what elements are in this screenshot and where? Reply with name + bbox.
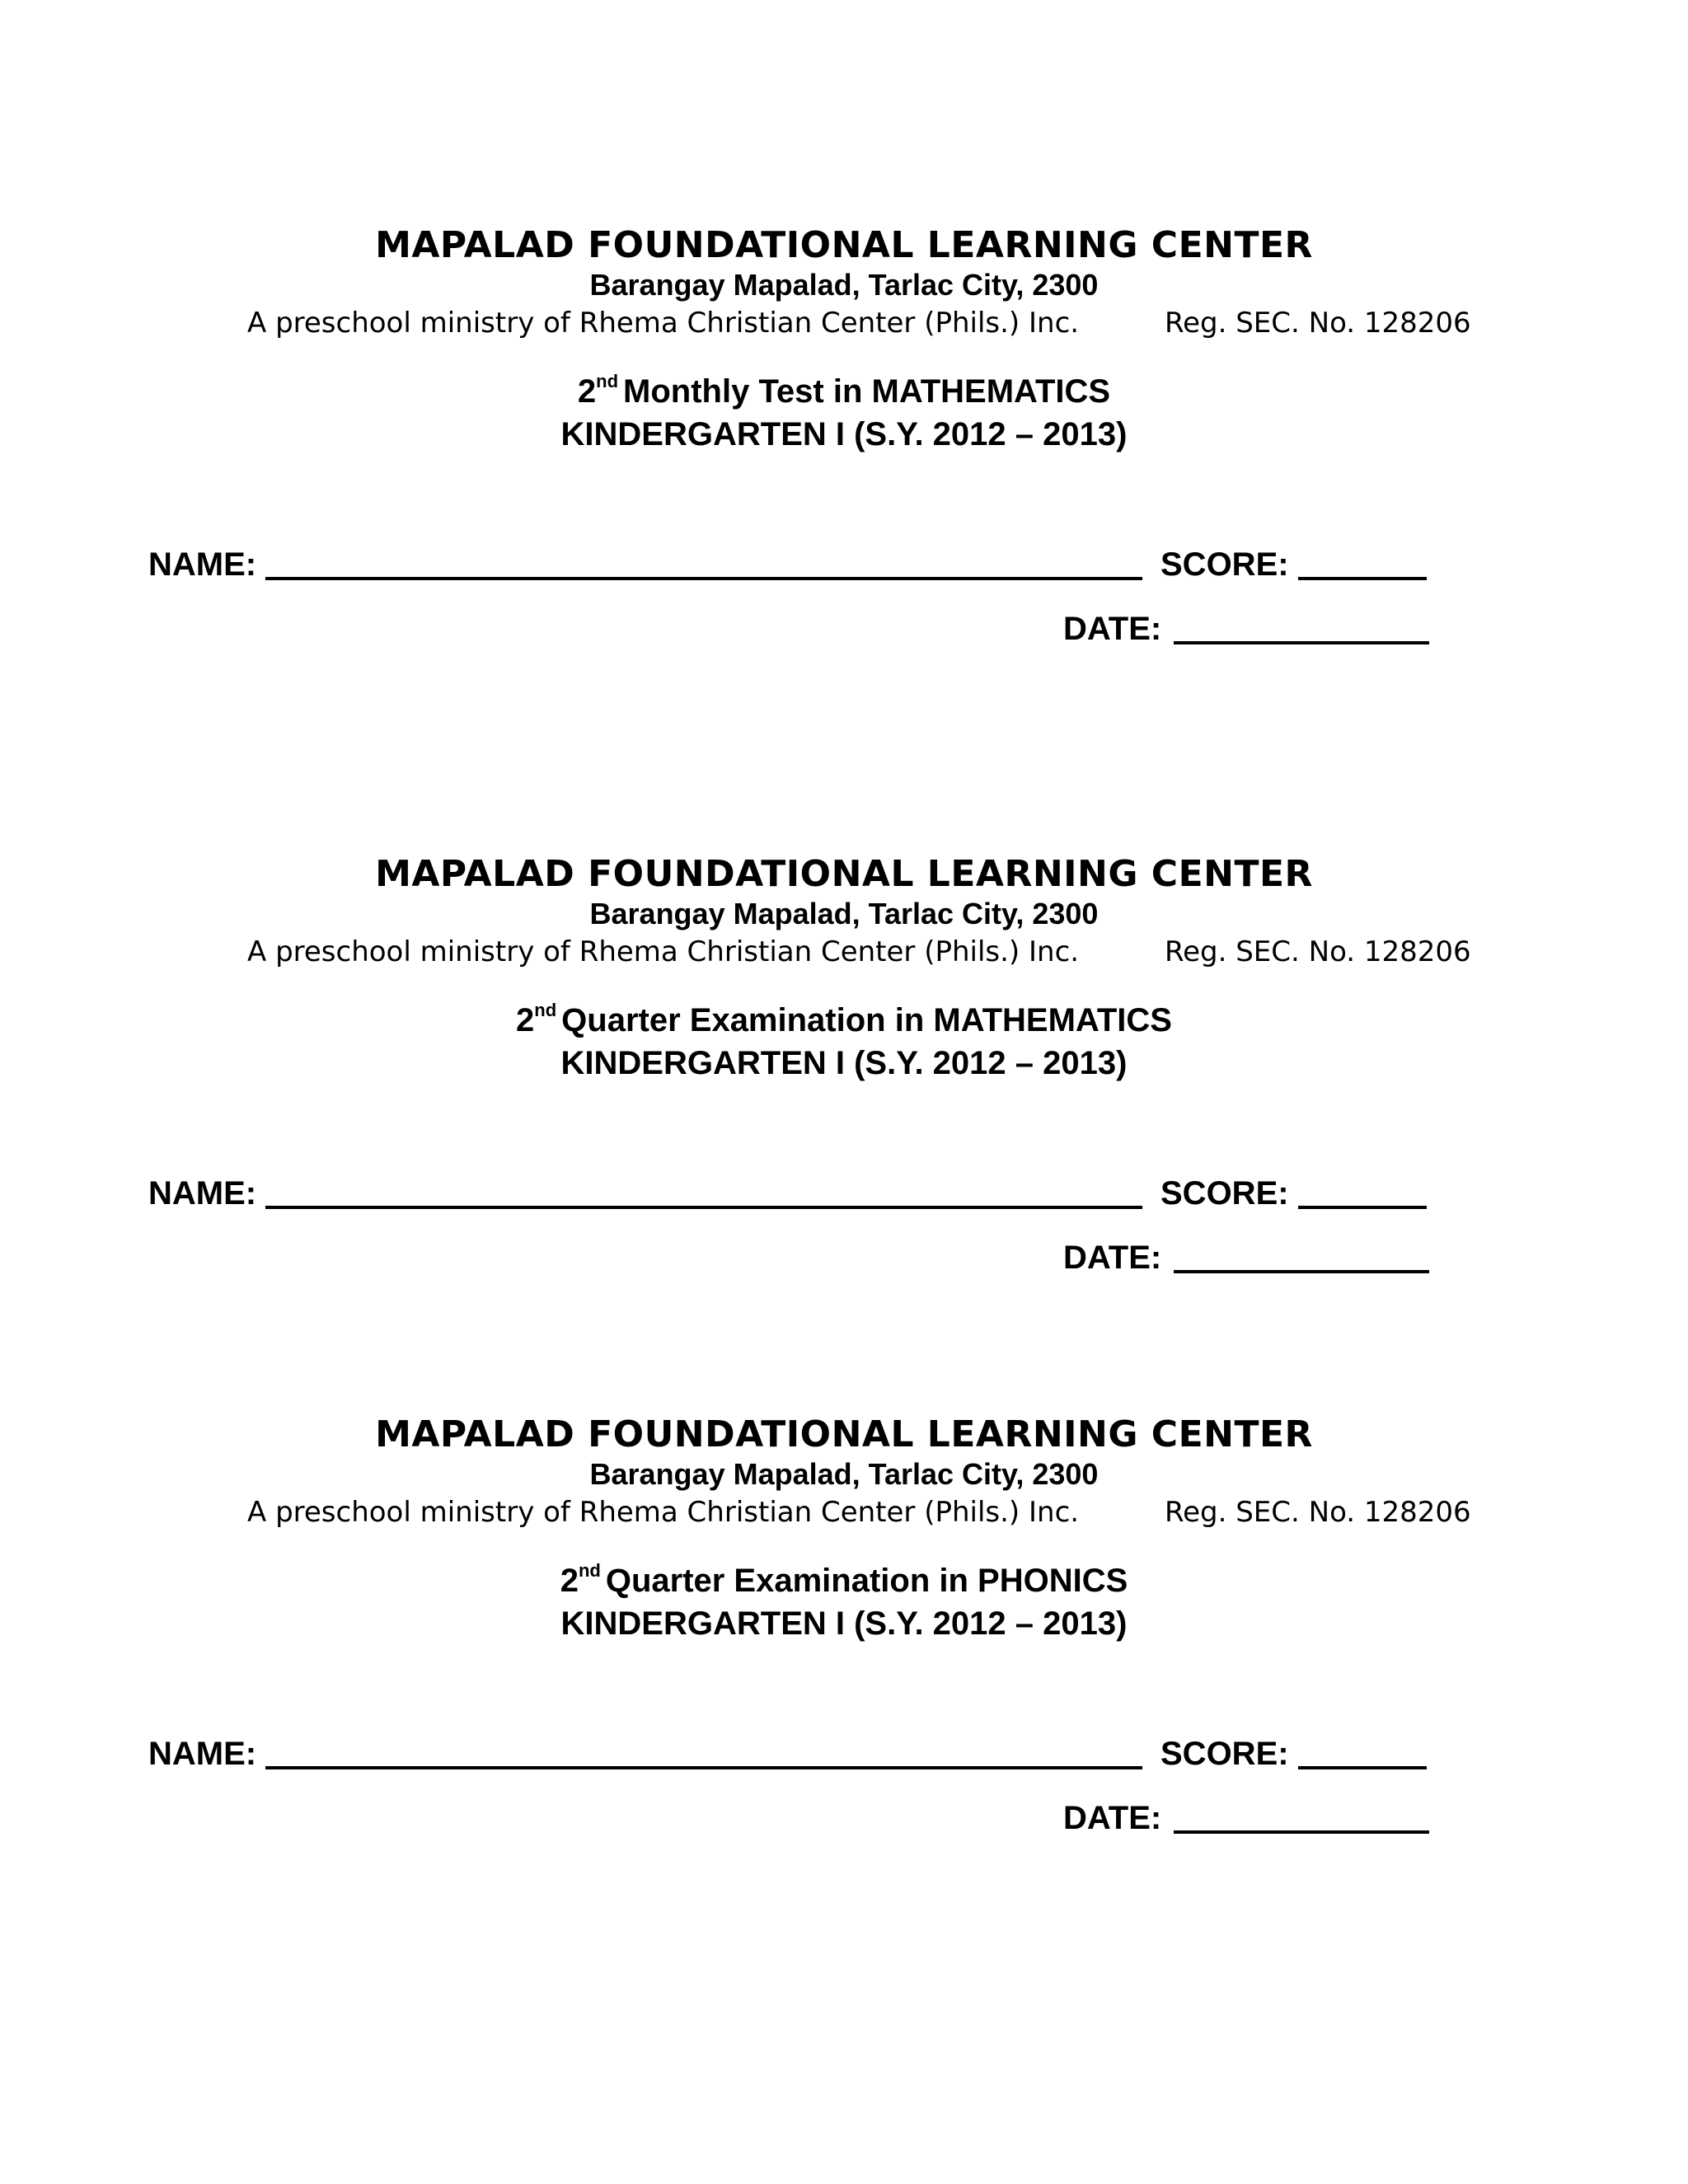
registration-number: Reg. SEC. No. 128206	[1165, 1496, 1471, 1529]
ministry-statement: A preschool ministry of Rhema Christian Center (Phils.) Inc.	[247, 307, 1080, 340]
score-blank-line	[1298, 1206, 1427, 1209]
exam-title	[0, 1560, 1688, 1601]
date-blank-line	[1174, 1270, 1429, 1273]
score-label: SCORE:	[1160, 1175, 1289, 1212]
score-label: SCORE:	[1160, 1736, 1289, 1772]
ministry-statement: A preschool ministry of Rhema Christian Center (Phils.) Inc.	[247, 935, 1080, 968]
school-name: MAPALAD FOUNDATIONAL LEARNING CENTER	[375, 853, 1313, 895]
school-address: Barangay Mapalad, Tarlac City, 2300	[589, 268, 1099, 302]
exam-title	[0, 1000, 1688, 1041]
name-label: NAME:	[148, 546, 257, 583]
ministry-statement: A preschool ministry of Rhema Christian Center (Phils.) Inc.	[247, 1496, 1080, 1529]
name-label: NAME:	[148, 1175, 257, 1212]
registration-number: Reg. SEC. No. 128206	[1165, 935, 1471, 968]
header-block-quarter-phonics	[0, 1412, 1688, 1989]
name-blank-line	[265, 1766, 1142, 1769]
school-address: Barangay Mapalad, Tarlac City, 2300	[589, 1457, 1099, 1491]
school-address: Barangay Mapalad, Tarlac City, 2300	[589, 897, 1099, 930]
date-blank-line	[1174, 1830, 1429, 1834]
name-blank-line	[265, 1206, 1142, 1209]
exam-ordinal-suffix: nd	[596, 371, 619, 391]
name-blank-line	[265, 577, 1142, 580]
score-blank-line	[1298, 577, 1427, 580]
exam-number: 2	[577, 373, 597, 410]
exam-ordinal-suffix: nd	[534, 1000, 557, 1020]
date-label: DATE:	[1063, 1800, 1162, 1836]
grade-level: KINDERGARTEN I (S.Y. 2012 – 2013)	[560, 1605, 1128, 1642]
header-block-quarter-math	[0, 851, 1688, 1428]
school-name: MAPALAD FOUNDATIONAL LEARNING CENTER	[375, 224, 1313, 266]
date-label: DATE:	[1063, 611, 1162, 647]
grade-level: KINDERGARTEN I (S.Y. 2012 – 2013)	[560, 1045, 1128, 1081]
exam-title	[0, 371, 1688, 412]
registration-number: Reg. SEC. No. 128206	[1165, 307, 1471, 340]
score-blank-line	[1298, 1766, 1427, 1769]
exam-title-text: Quarter Examination in MATHEMATICS	[561, 1002, 1172, 1038]
header-block-monthly-math	[0, 223, 1688, 799]
exam-number: 2	[560, 1563, 579, 1599]
date-label: DATE:	[1063, 1240, 1162, 1276]
school-name: MAPALAD FOUNDATIONAL LEARNING CENTER	[375, 1413, 1313, 1455]
exam-title-text: Monthly Test in MATHEMATICS	[623, 373, 1111, 410]
exam-number: 2	[516, 1002, 535, 1038]
score-label: SCORE:	[1160, 546, 1289, 583]
exam-ordinal-suffix: nd	[578, 1560, 601, 1581]
grade-level: KINDERGARTEN I (S.Y. 2012 – 2013)	[560, 416, 1128, 452]
name-label: NAME:	[148, 1736, 257, 1772]
exam-title-text: Quarter Examination in PHONICS	[605, 1563, 1128, 1599]
date-blank-line	[1174, 641, 1429, 644]
